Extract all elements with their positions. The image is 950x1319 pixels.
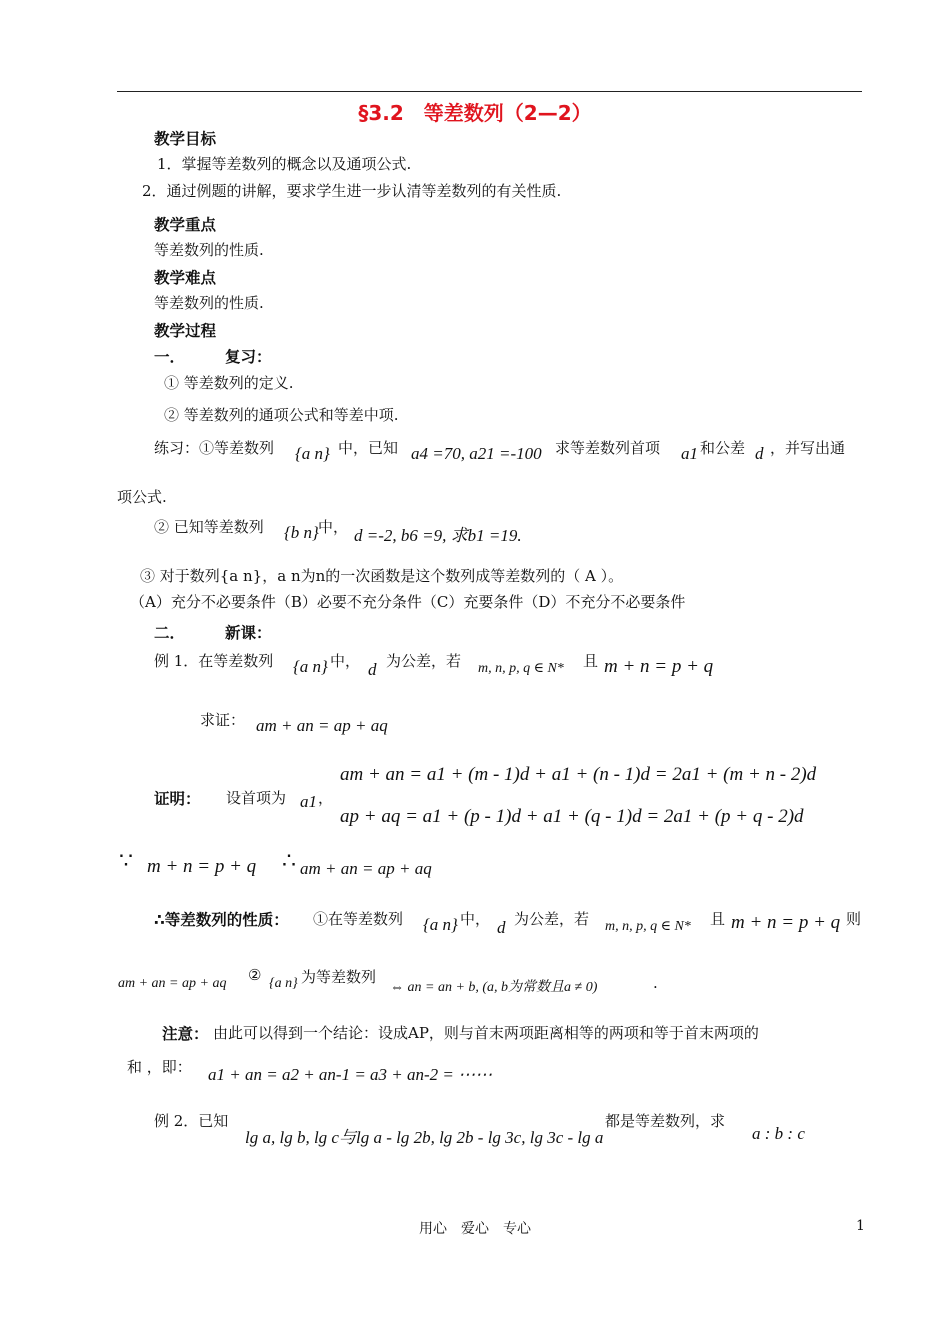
page-number: 1	[856, 1218, 865, 1234]
header-rule	[117, 91, 862, 92]
goal-item-1: 1．掌握等差数列的概念以及通项公式.	[157, 155, 412, 173]
exercise1-condition: a4 =70, a21 =-100	[411, 444, 542, 463]
exercise3-options: （A）充分不必要条件（B）必要不充分条件（C）充要条件（D）不充分不必要条件	[130, 593, 686, 611]
new-lesson-label: 新课：	[225, 624, 272, 642]
key-point-heading: 教学重点	[154, 216, 217, 234]
exercise1-d: d	[755, 444, 764, 463]
exercise2-condition: d =-2, b6 =9, 求b1 =19.	[354, 526, 522, 545]
exercise1-text-4: 和公差	[700, 439, 746, 457]
property-text-3: 为公差，若	[514, 910, 590, 928]
property-result: am + an = ap + aq	[118, 976, 227, 991]
property-label: ∴等差数列的性质：	[154, 911, 289, 929]
goal-item-2: 2．通过例题的讲解，要求学生进一步认清等差数列的有关性质.	[142, 182, 562, 200]
proof-line-2: ap + aq = a1 + (p - 1)d + a1 + (q - 1)d = 2a1 + (p + q - 2)d	[340, 806, 804, 827]
proof-text-1: 设首项为	[226, 789, 287, 807]
property-sequence: {a n}	[423, 915, 458, 934]
review-item-1: ① 等差数列的定义.	[164, 374, 294, 392]
example1-condition: m, n, p, q ∈ N*	[478, 661, 564, 676]
example1-text-4: 且	[583, 652, 599, 670]
example2-text-2: 都是等差数列，求	[605, 1112, 726, 1130]
property-text-1: ①在等差数列	[313, 910, 404, 928]
process-heading: 教学过程	[154, 322, 217, 340]
example2-ask: a : b : c	[752, 1124, 805, 1143]
example1-prove: am + an = ap + aq	[256, 716, 388, 735]
property-text-2: 中，	[460, 910, 491, 928]
note-text-2: 和 ，即：	[127, 1058, 192, 1076]
exercise1-text-2: 中，已知	[338, 439, 399, 457]
footer-text: 用心 爱心 专心	[419, 1221, 531, 1237]
property-text-5: 则	[846, 910, 862, 928]
property-text-4: 且	[710, 910, 726, 928]
example1-d: d	[368, 660, 377, 679]
example1-text-2: 中，	[330, 652, 361, 670]
property-text-7: 为等差数列	[301, 968, 377, 986]
exercise3-question: ③ 对于数列{a n}，a n为n的一次函数是这个数列成等差数列的（ A ）。	[140, 567, 624, 585]
proof-a1: a1	[300, 792, 317, 811]
property-d: d	[497, 918, 506, 937]
proof-text-2: ，	[318, 789, 334, 807]
exercise1-sequence: {a n}	[295, 444, 330, 463]
new-lesson-number: 二．	[154, 624, 186, 642]
example1-sequence: {a n}	[293, 657, 328, 676]
page-title: §3.2 等差数列（2—2）	[358, 101, 592, 125]
exercise2-text-1: ② 已知等差数列	[154, 518, 264, 536]
exercise1-text-5: ，并写出通	[770, 439, 846, 457]
proof-label: 证明：	[154, 790, 201, 808]
review-number: 一．	[154, 348, 186, 366]
goals-heading: 教学目标	[154, 130, 217, 148]
example1-equation: m + n = p + q	[604, 656, 714, 677]
property-equation: m + n = p + q	[731, 912, 841, 933]
example2-text-1: 例 2．已知	[154, 1112, 229, 1130]
proof-line-1: am + an = a1 + (m - 1)d + a1 + (n - 1)d = 2a1 + (m + n - 2)d	[340, 764, 817, 785]
property-condition: m, n, p, q ∈ N*	[605, 919, 691, 934]
therefore-symbol: ∴	[282, 849, 296, 874]
key-point-text: 等差数列的性质.	[154, 241, 264, 259]
note-equation: a1 + an = a2 + an-1 = a3 + an-2 = ⋯⋯	[208, 1065, 493, 1084]
exercise1-text-1: 练习：①等差数列	[154, 439, 275, 457]
example1-text-3: 为公差，若	[386, 652, 462, 670]
note-text: 由此可以得到一个结论：设成AP，则与首末两项距离相等的两项和等于首末两项的	[213, 1024, 759, 1042]
example1-prove-label: 求证：	[200, 711, 246, 729]
exercise1-text-6: 项公式.	[117, 488, 167, 506]
property-text-8: .	[653, 974, 658, 992]
property-text-6: ②	[248, 966, 262, 984]
exercise1-text-3: 求等差数列首项	[555, 439, 661, 457]
exercise1-a1: a1	[681, 444, 698, 463]
difficulty-heading: 教学难点	[154, 269, 217, 287]
review-label: 复习：	[225, 348, 272, 366]
example1-text-1: 例 1．在等差数列	[154, 652, 274, 670]
property-iff: ⇔ an = an + b, (a, b为常数且a ≠ 0)	[390, 980, 598, 995]
exercise2-text-2: 中，	[318, 518, 349, 536]
review-item-2: ② 等差数列的通项公式和等差中项.	[164, 406, 399, 424]
property-sequence-2: {a n}	[269, 976, 298, 991]
note-label: 注意：	[162, 1025, 209, 1043]
example2-condition: lg a, lg b, lg c与lg a - lg 2b, lg 2b - lg 3c, lg 3c - lg a	[245, 1128, 604, 1147]
because-symbol: ∵	[119, 849, 133, 874]
because-equation: m + n = p + q	[147, 856, 257, 877]
difficulty-text: 等差数列的性质.	[154, 294, 264, 312]
exercise2-sequence: {b n}	[284, 523, 319, 542]
therefore-equation: am + an = ap + aq	[300, 859, 432, 878]
